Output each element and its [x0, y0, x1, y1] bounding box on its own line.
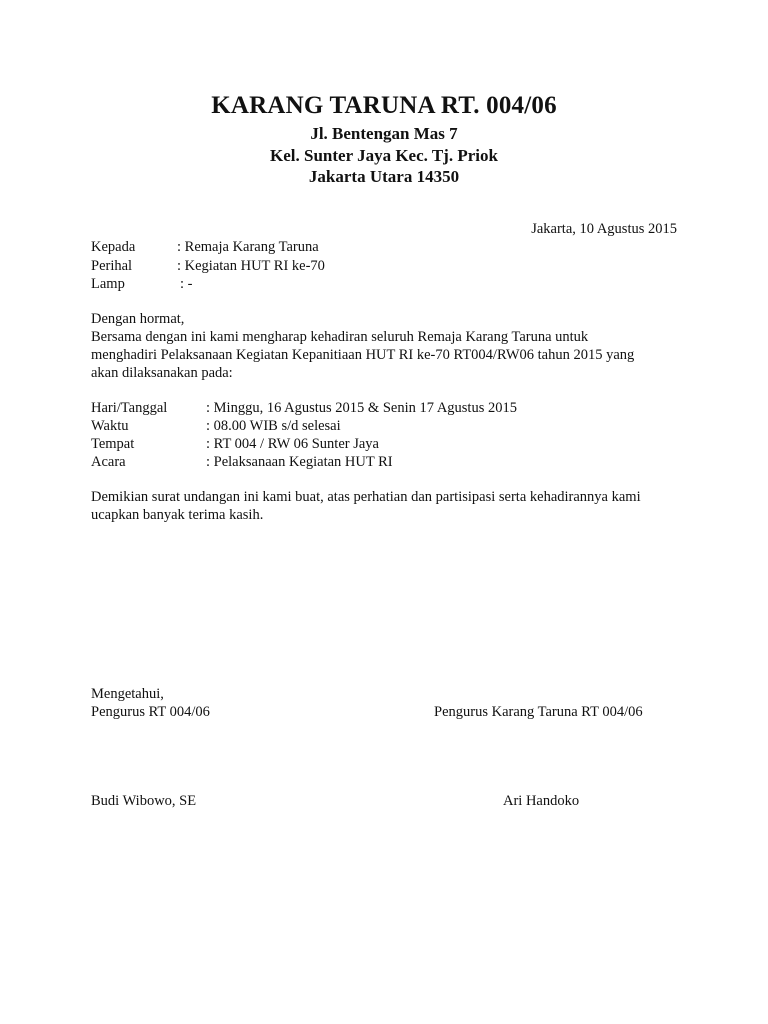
paragraph-1-line-2: menghadiri Pelaksanaan Kegiatan Kepanitiaan HUT RI ke-70 RT004/RW06 tahun 2015 yang	[91, 347, 635, 363]
paragraph-1-line-3: akan dilaksanakan pada:	[91, 365, 233, 381]
closing-line-1: Demikian surat undangan ini kami buat, atas perhatian dan partisipasi serta kehadirannya kami	[91, 489, 641, 505]
detail-label-waktu: Waktu	[91, 418, 129, 434]
left-signatory-role: Pengurus RT 004/06	[91, 704, 210, 720]
meta-label-perihal: Perihal	[91, 258, 133, 274]
detail-value-acara: : Pelaksanaan Kegiatan HUT RI	[206, 454, 393, 470]
closing-line-2: ucapkan banyak terima kasih.	[91, 507, 264, 523]
address-line-2: Kel. Sunter Jaya Kec. Tj. Priok	[270, 146, 498, 165]
paragraph-1-line-1: Bersama dengan ini kami mengharap kehadiran seluruh Remaja Karang Taruna untuk	[91, 329, 589, 345]
greeting: Dengan hormat,	[91, 311, 185, 327]
meta-value-lamp: : -	[180, 276, 193, 292]
meta-label-lamp: Lamp	[91, 276, 125, 292]
detail-value-hari-tanggal: : Minggu, 16 Agustus 2015 & Senin 17 Agustus 2015	[206, 400, 517, 416]
address-line-3: Jakarta Utara 14350	[308, 167, 460, 186]
detail-label-tempat: Tempat	[91, 436, 135, 452]
address-line-1: Jl. Bentengan Mas 7	[310, 124, 458, 143]
detail-label-hari-tanggal: Hari/Tanggal	[91, 400, 168, 416]
right-signatory-name: Ari Handoko	[503, 793, 580, 809]
right-signatory-role: Pengurus Karang Taruna RT 004/06	[434, 704, 643, 720]
letter-title: KARANG TARUNA RT. 004/06	[211, 92, 557, 119]
detail-label-acara: Acara	[91, 454, 126, 470]
left-signatory-name: Budi Wibowo, SE	[91, 793, 197, 809]
detail-value-waktu: : 08.00 WIB s/d selesai	[206, 418, 341, 434]
meta-label-kepada: Kepada	[91, 239, 136, 255]
meta-value-perihal: : Kegiatan HUT RI ke-70	[177, 258, 325, 274]
letter-date: Jakarta, 10 Agustus 2015	[531, 221, 677, 237]
meta-value-kepada: : Remaja Karang Taruna	[177, 239, 319, 255]
acknowledged-label: Mengetahui,	[91, 686, 164, 702]
detail-value-tempat: : RT 004 / RW 06 Sunter Jaya	[206, 436, 379, 452]
